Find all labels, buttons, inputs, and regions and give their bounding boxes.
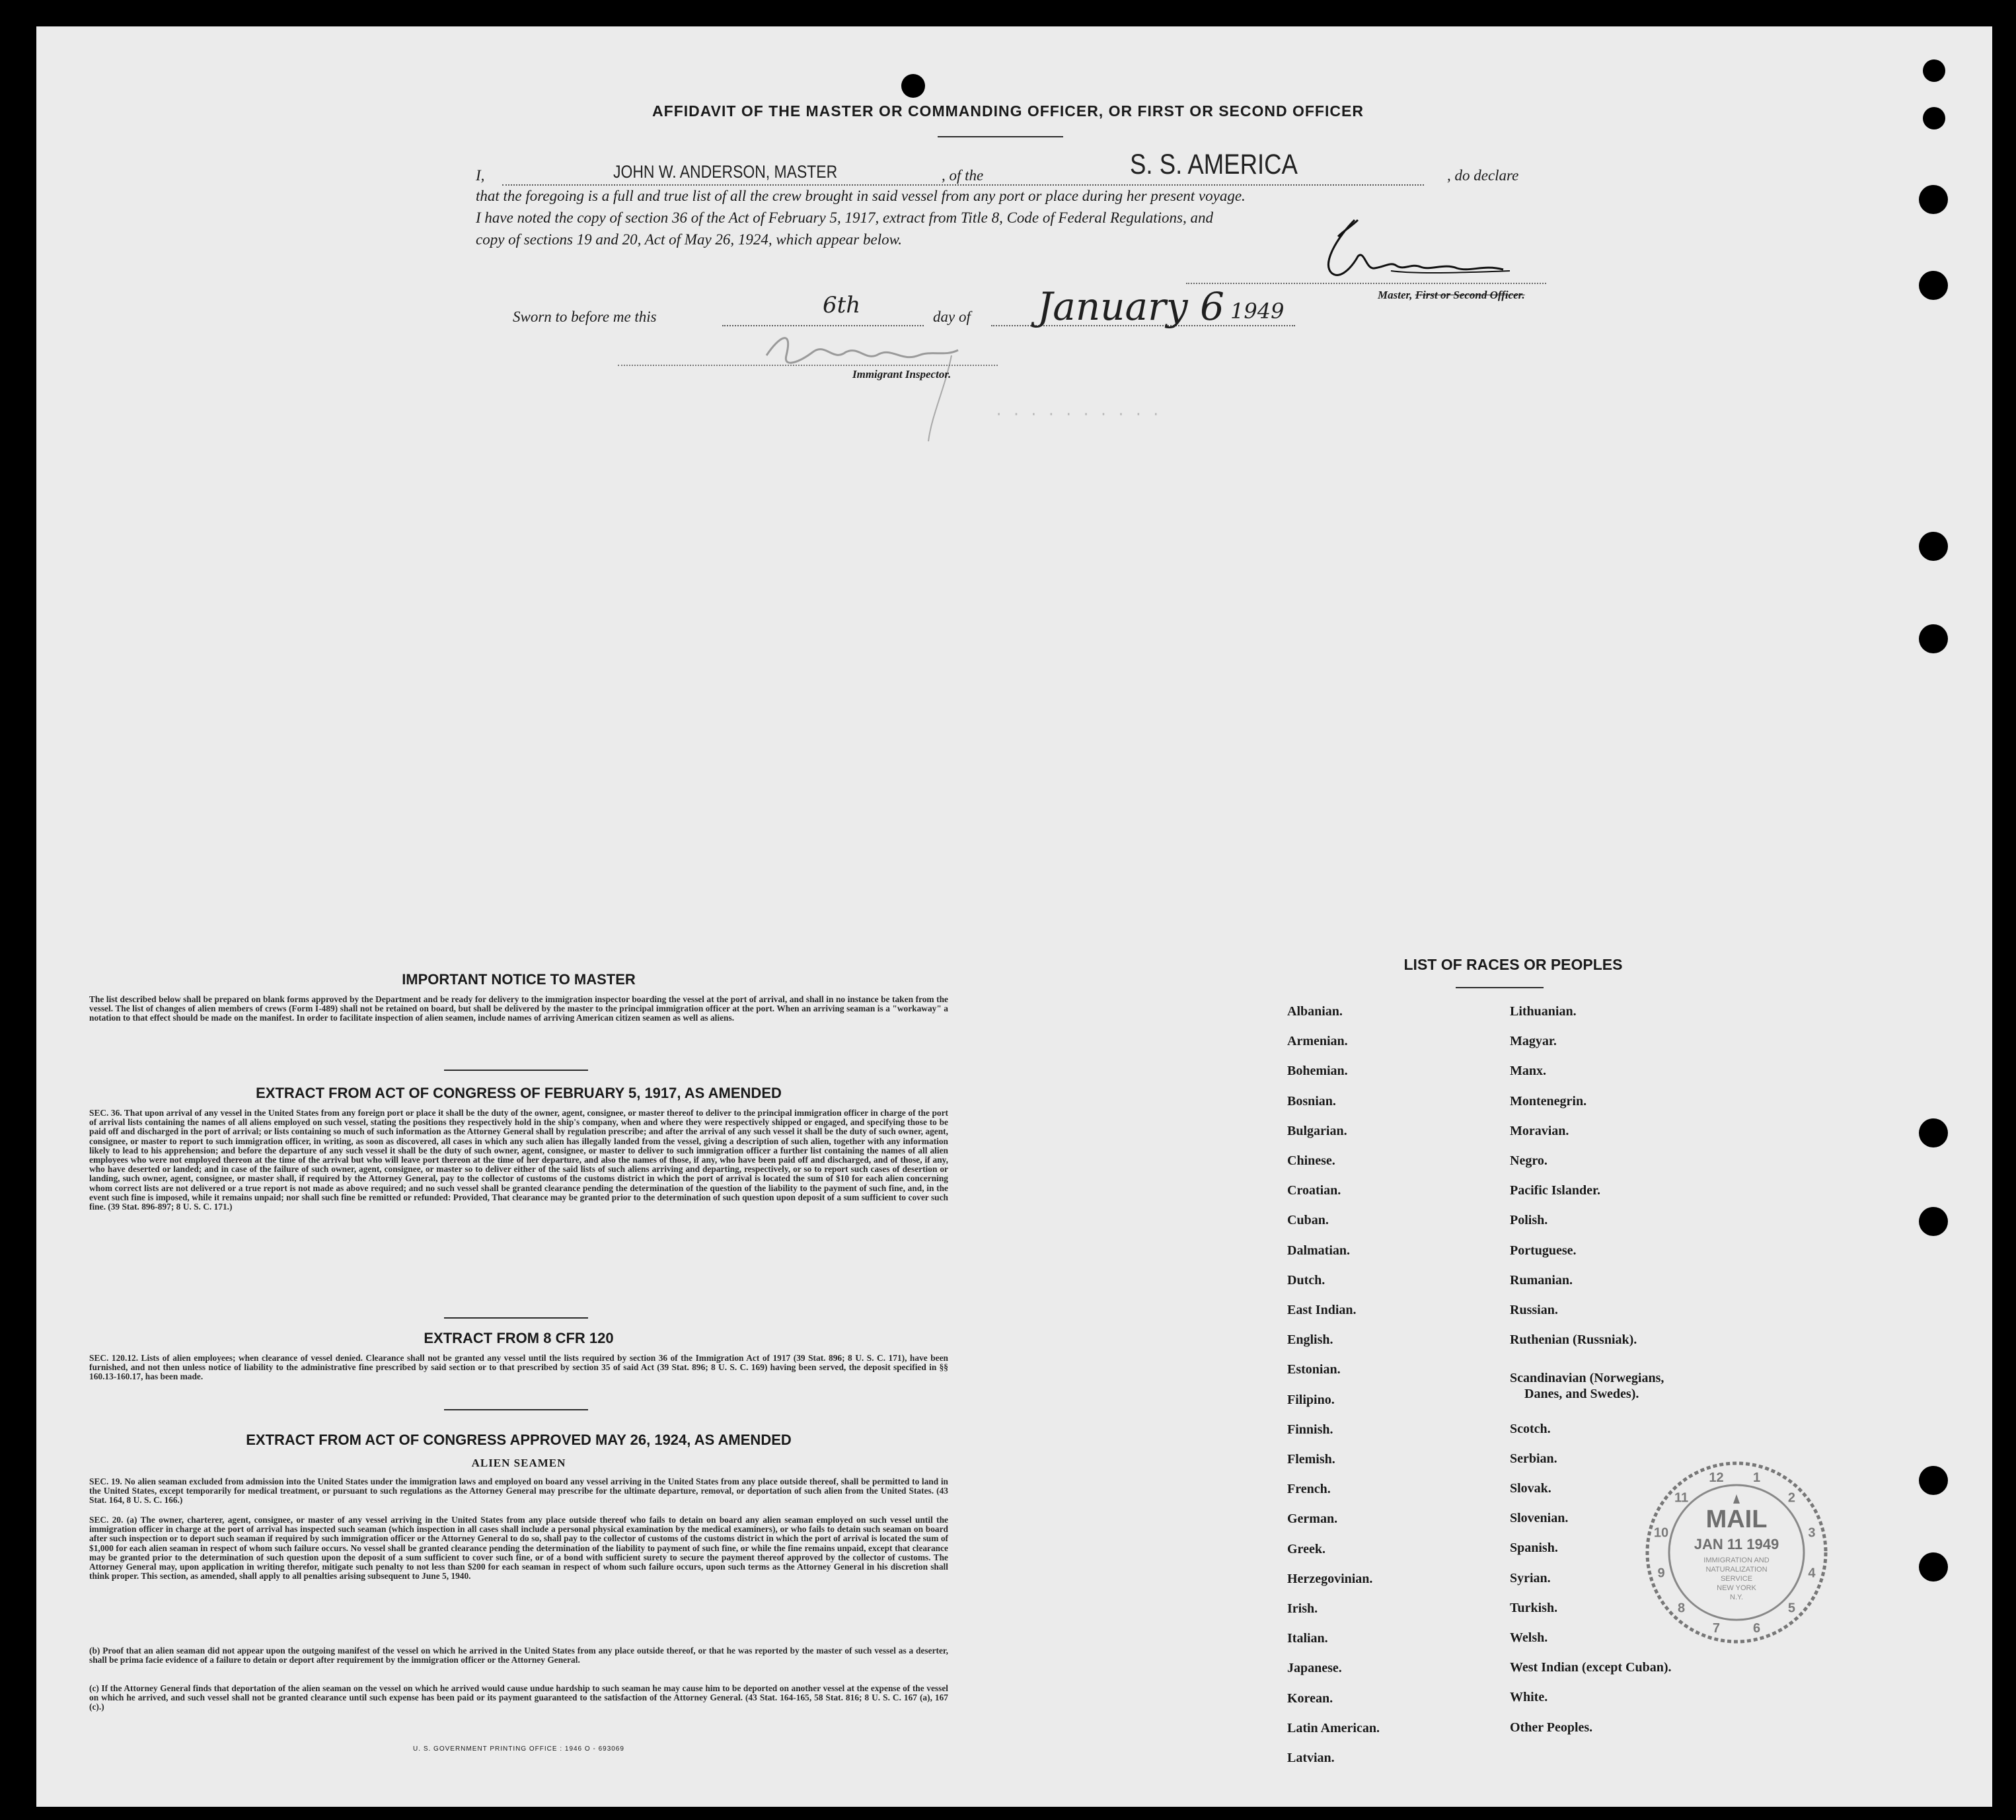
race-item: Portuguese. xyxy=(1510,1243,1577,1258)
race-item: Armenian. xyxy=(1287,1034,1348,1049)
race-item: Japanese. xyxy=(1287,1661,1342,1676)
stamp-ring-number: 4 xyxy=(1808,1566,1816,1581)
extract-1924-sec20c: (c) If the Attorney General finds that deportation of the alien seaman on the vessel on which he arrived would cause undue hardship to such seaman he may cause him to be deported on another vessel at the expense of the vessel on which he arrived, and such vessel shall not be granted clearance until such expense has been paid or its payment guaranteed to the satisfaction of the Attorney General. (43 Stat. 164-165, 58 Stat. 816; 8 U. S. C. 167 (a), 167 (c).) xyxy=(89,1683,948,1712)
immigrant-inspector-label: Immigrant Inspector. xyxy=(852,368,952,381)
race-item: Albanian. xyxy=(1287,1004,1343,1019)
punch-hole xyxy=(1919,271,1948,300)
races-title: LIST OF RACES OR PEOPLES xyxy=(1403,956,1623,973)
race-item: Montenegrin. xyxy=(1510,1093,1587,1109)
punch-hole xyxy=(1919,1552,1948,1582)
punch-hole xyxy=(1923,59,1945,82)
stamp-date: JAN 11 1949 xyxy=(1694,1536,1779,1552)
punch-hole xyxy=(1919,1207,1948,1236)
race-item: Turkish. xyxy=(1510,1600,1558,1615)
of-the-label: , of the xyxy=(942,167,984,184)
do-declare-label: , do declare xyxy=(1447,167,1519,184)
year-handwritten: 1949 xyxy=(1230,299,1285,324)
race-item: Negro. xyxy=(1510,1153,1548,1168)
punch-hole xyxy=(1919,624,1948,653)
sworn-label: Sworn to before me this xyxy=(513,309,657,325)
race-item: Pacific Islander. xyxy=(1510,1183,1601,1198)
declaration-line-4: copy of sections 19 and 20, Act of May 26, 1924, which appear below. xyxy=(476,231,902,248)
race-item: Greek. xyxy=(1287,1541,1325,1556)
race-item: Rumanian. xyxy=(1510,1272,1573,1288)
section-divider xyxy=(444,1317,588,1319)
stamp-line-2: NATURALIZATION xyxy=(1705,1566,1768,1574)
race-item: Other Peoples. xyxy=(1510,1720,1593,1735)
extract-1917-heading: EXTRACT FROM ACT OF CONGRESS OF FEBRUARY 5, 1917, AS AMENDED xyxy=(256,1085,782,1101)
race-item: Danes, and Swedes). xyxy=(1524,1387,1639,1402)
extract-1917-body: SEC. 36. That upon arrival of any vessel in the United States from any foreign port or place it shall be the duty of the owner, agent, consignee, or master thereof to deliver to the principal immigration officer in charge of the port of arrival lists containing the names of all aliens employed on such vessel, stating the positions they respectively hold in the ship's company, when and where they were respectively shipped or engaged, and specifying those to be paid off and discharged in the port of arrival; or lists containing so much of such information as the Attorney General shall by regulation prescribe; and after the arrival of any such vessel it shall be the duty of such owner, agent, consignee, or master to report to such immigration officer, in writing, as soon as discovered, all cases in which any such alien has illegally landed from the vessel, giving a description of such alien, together with any information likely to lead to his apprehension; and before the departure of any such vessel it shall be the duty of such owner, agent, consignee, or master to deliver to such immigration officer a further list containing the names of all alien employees who were not employed thereon at the time of the arrival but who will leave port thereon at the time of her departure, and also the names of those, if any, who have been paid off and discharged, and of those, if any, who have deserted or landed; and in case of the failure of such owner, agent, consignee, or master so to deliver either of the said lists of such aliens arriving and departing, respectively, or so to report such cases of desertion or landing, such owner, agent, consignee, or master shall, if required by the Attorney General, pay to the collector of customs of the customs district in which the port of arrival is located the sum of $10 for each alien concerning whom correct lists are not delivered or a true report is not made as above required; and no such vessel shall be granted clearance pending the determination of the question of the liability to the payment of such fine, and, in the event such fine is imposed, while it remains unpaid; nor shall such fine be remitted or refunded: Provided, That clearance may be granted prior to the determination of such question upon deposit of a sum sufficient to cover such fine. (39 Stat. 896-897; 8 U. S. C. 171.) xyxy=(89,1108,948,1212)
month-handwritten: January 6 xyxy=(1037,284,1224,329)
extract-1924-sec20a: SEC. 20. (a) The owner, charterer, agent, consignee, or master of any vessel arriving in the United States from any place outside thereof who fails to detain on board any alien seaman employed on such vessel until the immigration officer in charge at the port of arrival has inspected such seaman (which inspection in all cases shall include a personal physical examination by the medical examiners), or who fails to detain such seaman on board after such inspection or to deport such seaman if required by such immigration officer or the Attorney General to do so, shall pay to the collector of customs of the customs district in which the port of arrival is located the sum of $1,000 for each alien seaman in respect of whom such failure occurs. No vessel shall be granted clearance pending the determination of the liability to payment of such fine, or while the fine remains unpaid, except that clearance may be granted prior to the determination of such question upon the deposit of a sum sufficient to cover such fine, or of a bond with sufficient surety to secure the payment thereof approved by the collector of customs. The Attorney General may, upon application in writing therefor, mitigate such penalty to not less than $200 for each seaman in respect of whom such failure occurs, upon such terms as the Attorney General in his discretion shall think proper. This section, as amended, shall apply to all penalties arising subsequent to June 5, 1940. xyxy=(89,1515,948,1582)
stamp-line-1: IMMIGRATION AND xyxy=(1703,1556,1770,1564)
race-item: Filipino. xyxy=(1287,1392,1335,1407)
mail-received-stamp xyxy=(1637,1453,1836,1652)
punch-hole xyxy=(1919,532,1948,561)
race-item: Dalmatian. xyxy=(1287,1243,1350,1258)
extract-1924-heading: EXTRACT FROM ACT OF CONGRESS APPROVED MAY 26, 1924, AS AMENDED xyxy=(246,1432,792,1448)
extract-cfr-body: SEC. 120.12. Lists of alien employees; when clearance of vessel denied. Clearance shall not be granted any vessel until the lists required by section 36 of the Immigration Act of 1917 (39 Stat. 896; 8 U. S. C. 171), have been furnished, and not then unless notice of liability to the administrative fine prescribed by said section or to that prescribed by section 35 of said Act (39 Stat. 896; 8 U. S. C. 169) having been served, the deposit specified in §§ 160.13-160.17, has been made. xyxy=(89,1353,948,1382)
race-item: Welsh. xyxy=(1510,1630,1548,1645)
stamp-ring-number: 10 xyxy=(1653,1525,1669,1541)
i-label: I, xyxy=(476,167,485,184)
stamp-ring-number: 7 xyxy=(1712,1620,1721,1636)
master-title-label xyxy=(1378,289,1525,302)
alien-seamen-subheading: ALIEN SEAMEN xyxy=(471,1457,566,1469)
race-item: Scandinavian (Norwegians, xyxy=(1510,1371,1664,1386)
gpo-imprint: U. S. GOVERNMENT PRINTING OFFICE : 1946 O - 693069 xyxy=(413,1745,624,1753)
struck-officer-label: First or Second Officer. xyxy=(1415,289,1525,301)
declaration-line-1 xyxy=(476,149,1549,187)
inspector-signature xyxy=(753,316,1024,448)
race-item: Slovak. xyxy=(1510,1481,1551,1496)
race-item: Manx. xyxy=(1510,1064,1546,1079)
race-item: Latin American. xyxy=(1287,1720,1380,1735)
race-item: Syrian. xyxy=(1510,1570,1551,1585)
stamp-ring-number: 3 xyxy=(1808,1525,1816,1541)
notice-heading: IMPORTANT NOTICE TO MASTER xyxy=(402,971,636,988)
dotted-line xyxy=(502,184,1424,186)
race-item: Scotch. xyxy=(1510,1421,1551,1436)
punch-hole xyxy=(1919,1118,1948,1147)
punch-hole xyxy=(1919,1466,1948,1495)
race-item: Finnish. xyxy=(1287,1422,1333,1437)
extract-1924-sec20b: (b) Proof that an alien seaman did not appear upon the outgoing manifest of the vessel on which he arrived in the United States from any place outside thereof, or that he was reported by the master of such vessel as a deserter, shall be prima facie evidence of a failure to detain or deport after requirement by the immigration officer or the Attorney General. xyxy=(89,1646,948,1665)
section-divider xyxy=(444,1409,588,1410)
extract-1924-sec19: SEC. 19. No alien seaman excluded from admission into the United States under the immigration laws and employed on board any vessel arriving in the United States from any place outside thereof, shall be permitted to land in the United States, except temporarily for medical treatment, or pursuant to such regulations as the Attorney General may prescribe for the ultimate departure, removal, or deportation of such alien from the United States. (43 Stat. 164, 8 U. S. C. 166.) xyxy=(89,1476,948,1506)
section-divider xyxy=(444,1070,588,1071)
stamp-ring-number: 9 xyxy=(1657,1566,1665,1581)
stamp-word: MAIL xyxy=(1705,1506,1768,1533)
declaration-line-2: that the foregoing is a full and true list of all the crew brought in said vessel from any port or place during her present voyage. xyxy=(476,188,1246,204)
punch-hole xyxy=(901,74,925,98)
race-item: Bosnian. xyxy=(1287,1093,1336,1109)
stamp-ring-number: 8 xyxy=(1677,1601,1686,1616)
race-item: Korean. xyxy=(1287,1691,1333,1706)
stamp-hour-ring xyxy=(1654,1471,1816,1636)
stamp-ring-number: 6 xyxy=(1752,1620,1761,1636)
day-handwritten: 6th xyxy=(823,292,861,318)
signature-line xyxy=(1186,283,1546,284)
stamp-line-5: N.Y. xyxy=(1730,1593,1743,1601)
master-name: JOHN W. ANDERSON, MASTER xyxy=(613,162,838,182)
race-item: Dutch. xyxy=(1287,1272,1325,1288)
race-item: Slovenian. xyxy=(1510,1511,1569,1526)
race-item: Russian. xyxy=(1510,1303,1558,1317)
race-item: Lithuanian. xyxy=(1510,1004,1577,1019)
stamp-line-3: SERVICE xyxy=(1720,1575,1753,1583)
race-item: Latvian. xyxy=(1287,1751,1335,1765)
stamp-line-4: NEW YORK xyxy=(1717,1584,1756,1592)
notice-body: The list described below shall be prepared on blank forms approved by the Department and be ready for delivery to the immigration inspector boarding the vessel at the port of arrival, and shall in no instance be taken from the vessel. The list of changes of alien members of crews (Form I-489) shall not be retained on board, but shall be delivered by the master to the principal immigration officer at the port. When an arriving seaman is a "workaway" a notation to that effect should be made on the manifest. In order to facilitate inspection of alien seamen, include names of arriving American citizen seamen as well as aliens. xyxy=(89,994,948,1023)
title-divider xyxy=(938,136,1063,137)
race-item: Spanish. xyxy=(1510,1541,1558,1556)
race-item: Irish. xyxy=(1287,1601,1318,1616)
race-item: White. xyxy=(1510,1690,1548,1705)
race-item: Moravian. xyxy=(1510,1123,1569,1138)
races-divider xyxy=(1456,987,1544,988)
stamp-ring-number: 11 xyxy=(1674,1490,1689,1506)
affidavit-title: AFFIDAVIT OF THE MASTER OR COMMANDING OFFICER, OR FIRST OR SECOND OFFICER xyxy=(652,102,1364,120)
race-item: Polish. xyxy=(1510,1213,1548,1228)
inspector-signature-line xyxy=(618,365,998,366)
stamp-arrow-icon xyxy=(1733,1494,1740,1504)
stamp-ring-number: 12 xyxy=(1709,1471,1724,1486)
race-item: English. xyxy=(1287,1332,1333,1348)
race-item: Magyar. xyxy=(1510,1034,1557,1049)
race-item: Ruthenian (Russniak). xyxy=(1510,1332,1637,1348)
punch-hole xyxy=(1919,185,1948,214)
bleed-through-text: · · · · · · · · · · xyxy=(994,406,1160,423)
race-item: Bulgarian. xyxy=(1287,1123,1347,1138)
race-item: Cuban. xyxy=(1287,1213,1329,1228)
race-item: Herzegovinian. xyxy=(1287,1571,1373,1586)
vessel-name: S. S. AMERICA xyxy=(1130,149,1298,180)
race-item: German. xyxy=(1287,1511,1338,1527)
race-item: Serbian. xyxy=(1510,1451,1557,1466)
extract-cfr-heading: EXTRACT FROM 8 CFR 120 xyxy=(424,1330,614,1346)
race-item: French. xyxy=(1287,1482,1331,1497)
race-item: East Indian. xyxy=(1287,1303,1357,1317)
race-item: Flemish. xyxy=(1287,1452,1335,1467)
stamp-ring-number: 5 xyxy=(1787,1601,1796,1616)
stamp-ring-number: 1 xyxy=(1752,1471,1761,1486)
race-item: Chinese. xyxy=(1287,1153,1335,1168)
day-of-label: day of xyxy=(933,309,971,325)
declaration-line-3: I have noted the copy of section 36 of the Act of February 5, 1917, extract from Title 8, Code of Federal Regulations, and xyxy=(476,209,1213,226)
race-item: Bohemian. xyxy=(1287,1064,1348,1079)
race-item: Croatian. xyxy=(1287,1183,1341,1198)
race-item: West Indian (except Cuban). xyxy=(1510,1660,1672,1675)
race-item: Italian. xyxy=(1287,1631,1328,1646)
master-label: Master, xyxy=(1378,289,1413,301)
race-item: Estonian. xyxy=(1287,1362,1341,1377)
stamp-ring-number: 2 xyxy=(1787,1490,1796,1506)
